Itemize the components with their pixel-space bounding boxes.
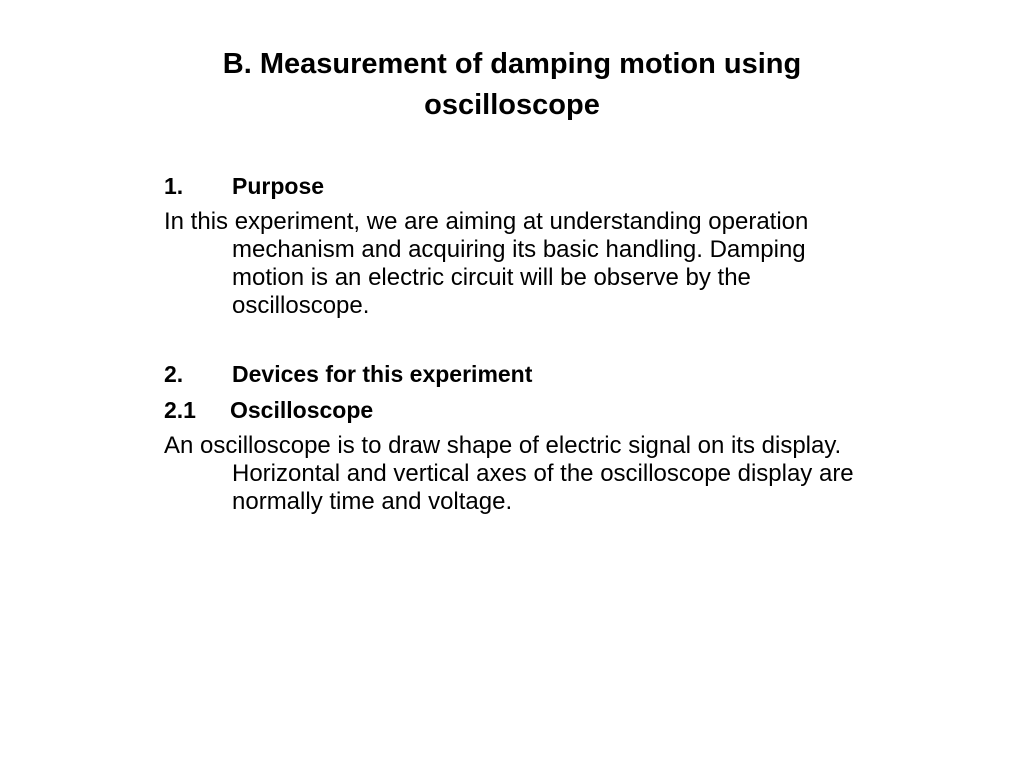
- purpose-paragraph: In this experiment, we are aiming at understanding operation mechanism and acquiring its basic handling. Damping motion is an electric circuit will be observe by the oscilloscope.: [164, 208, 809, 319]
- section-number: 1.: [164, 173, 184, 199]
- subsection-title: Oscilloscope: [230, 397, 374, 423]
- slide-title: B. Measurement of damping motion using oscilloscope: [222, 48, 802, 121]
- section-title: Devices for this experiment: [232, 361, 533, 387]
- subsection-number: 2.1: [164, 397, 196, 423]
- section-title: Purpose: [232, 173, 325, 199]
- oscilloscope-paragraph: An oscilloscope is to draw shape of electric signal on its display. Horizontal and vertical axes of the oscilloscope display are normally time and voltage.: [164, 432, 854, 515]
- slide-body: [164, 172, 884, 516]
- section-heading-devices: [164, 360, 884, 388]
- subsection-heading-oscilloscope: [164, 396, 884, 424]
- section-heading-purpose: [164, 172, 884, 200]
- section-number: 2.: [164, 361, 184, 387]
